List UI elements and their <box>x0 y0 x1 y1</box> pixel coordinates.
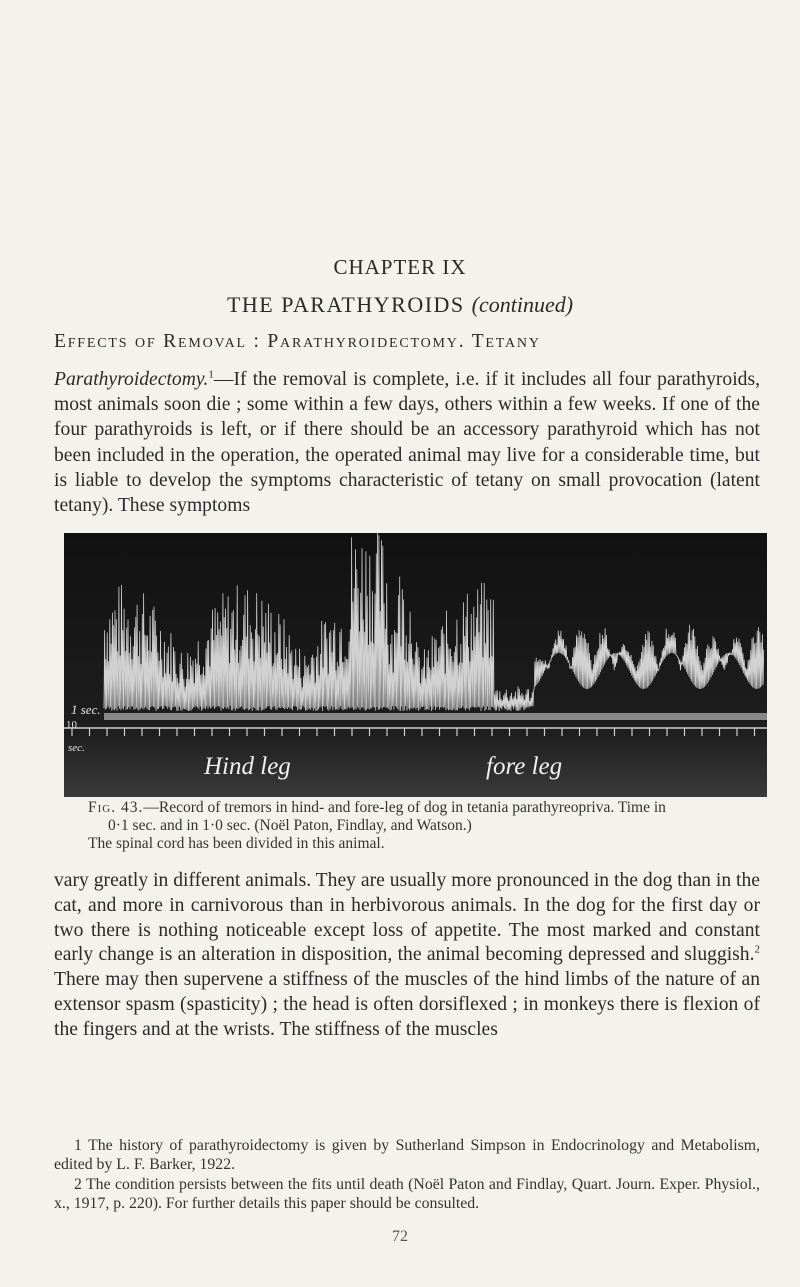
figure-caption-line3: The spinal cord has been divided in this animal. <box>88 835 385 852</box>
paragraph-2-text-b: There may then supervene a stiffness of the muscles of the hind limbs of the nature of an extensor spasm (spasticity) ; the head is often dorsiflexed ; in monkeys there is flexion of the fingers and at the wrists. The stiffness of the muscles <box>54 969 760 1040</box>
left-mark-3: sec. <box>68 742 85 754</box>
footnote-1: 1 The history of parathyroidectomy is given by Sutherland Simpson in Endocrinology and Metabolism, edited by L. F. Barker, 1922. <box>54 1137 760 1173</box>
footnote-2: 2 The condition persists between the fits until death (Noël Paton and Findlay, Quart. Journ. Exper. Physiol., x., 1917, p. 220). For further details this paper should be consulted. <box>54 1176 760 1212</box>
chapter-heading: CHAPTER IX <box>333 255 467 279</box>
footnote-ref-2: 2 <box>754 943 760 956</box>
figure-caption <box>88 799 778 853</box>
footnotes <box>54 1137 760 1215</box>
title-note: (continued) <box>471 292 574 317</box>
label-hind-leg: Hind leg <box>204 753 291 780</box>
tremor-record-image <box>64 533 767 797</box>
paragraph-1-lead: Parathyroidectomy. <box>54 369 209 390</box>
time-marker-band <box>104 713 767 720</box>
label-fore-leg: fore leg <box>486 753 563 780</box>
paragraph-1-text: —If the removal is complete, i.e. if it includes all four parathyroids, most animals soon die ; some within a few days, others within a few weeks. If one of the four parathyroids is left, or if there should be an accessory parathyroid which has not been included in the operation, the operated animal may live for a considerable time, but is liable to develop the symptoms characteristic of tetany on small provocation (latent tetany). These symptoms <box>54 369 760 517</box>
title-main: THE PARATHYROIDS <box>226 292 465 317</box>
paragraph-2 <box>54 869 760 1043</box>
section-heading: Effects of Removal : Parathyroidectomy. Tetany <box>54 331 541 352</box>
paragraph-1 <box>54 367 760 518</box>
chapter-title <box>0 292 800 318</box>
page-number: 72 <box>392 1228 408 1245</box>
left-mark-2: 10 <box>66 719 77 731</box>
footnote-ref-1: 1 <box>208 368 214 381</box>
figure-caption-label: Fig. 43. <box>88 799 144 816</box>
figure-caption-text: —Record of tremors in hind- and fore-leg of dog in tetania parathyreopriva. Time in <box>143 799 666 816</box>
figure-caption-line2: 0·1 sec. and in 1·0 sec. (Noël Paton, Findlay, and Watson.) <box>108 817 472 834</box>
paragraph-2-text-a: vary greatly in different animals. They are usually more pronounced in the dog than in the cat, and more in carnivorous than in herbivorous animals. In the dog for the first day or two there is nothing noticeable except loss of appetite. The most marked and constant early change is an alteration in disposition, the animal becoming depressed and sluggish. <box>54 870 760 966</box>
tremor-record-figure <box>64 533 767 797</box>
left-mark-1: 1 sec. <box>71 702 101 717</box>
